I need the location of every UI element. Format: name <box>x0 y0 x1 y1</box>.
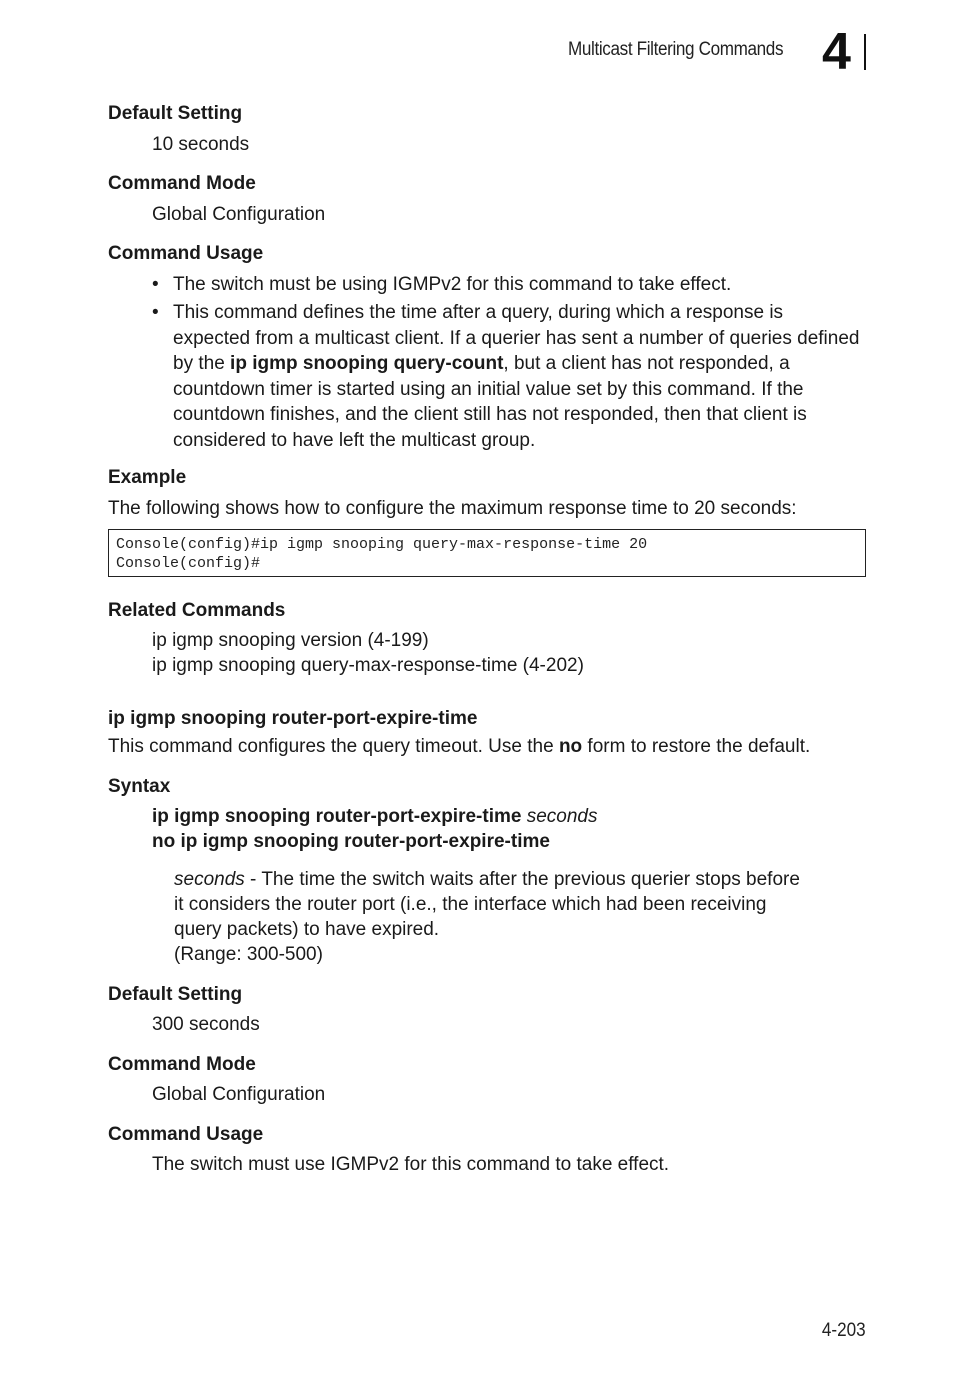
chapter-number: 4 <box>822 23 851 81</box>
command-usage-heading: Command Usage <box>108 243 264 264</box>
code-example-box <box>108 529 866 577</box>
related-commands-heading: Related Commands <box>108 600 286 621</box>
related-command-item: ip igmp snooping query-max-response-time (4-202) <box>152 655 584 676</box>
command-usage-text: The switch must use IGMPv2 for this command to take effect. <box>152 1154 670 1175</box>
command-title: ip igmp snooping router-port-expire-time <box>108 708 478 729</box>
param-desc-line-3: query packets) to have expired. <box>174 919 440 940</box>
syntax-line-2: no ip igmp snooping router-port-expire-time <box>152 831 550 852</box>
code-line: Console(config)#ip igmp snooping query-max-response-time 20 <box>116 536 648 553</box>
syntax-command: ip igmp snooping router-port-expire-time <box>152 806 522 827</box>
command-usage-heading: Command Usage <box>108 1124 264 1145</box>
code-line: Console(config)# <box>116 555 261 572</box>
usage-bullet-1: The switch must be using IGMPv2 for this command to take effect. <box>173 274 732 295</box>
default-setting-value: 300 seconds <box>152 1014 260 1035</box>
related-command-item: ip igmp snooping version (4-199) <box>152 630 429 651</box>
syntax-heading: Syntax <box>108 776 171 797</box>
command-description-no: no <box>558 736 583 757</box>
command-description-after: form to restore the default. <box>582 736 811 757</box>
usage-bullet-2 <box>173 300 863 453</box>
running-header-title: Multicast Filtering Commands <box>568 39 784 60</box>
command-description <box>108 734 810 759</box>
bullet-marker: • <box>152 274 159 295</box>
param-desc-line-1 <box>174 867 800 892</box>
syntax-parameter: seconds <box>526 806 598 827</box>
command-mode-heading: Command Mode <box>108 173 256 194</box>
default-setting-heading: Default Setting <box>108 103 243 124</box>
param-desc-text: - The time the switch waits after the previous querier stops before <box>244 869 800 890</box>
default-setting-heading: Default Setting <box>108 984 243 1005</box>
command-mode-value: Global Configuration <box>152 204 326 225</box>
default-setting-value: 10 seconds <box>152 134 250 155</box>
command-description-before: This command configures the query timeout. Use the <box>108 736 559 757</box>
param-range: (Range: 300-500) <box>174 944 323 965</box>
usage-bullet-2-after: , but a client has not responded, a countdown timer is started using an initial value set by this command. If the countdown finishes, and the client still has not responded, then that client is considered to have left the multicast group. <box>173 353 807 451</box>
example-intro: The following shows how to configure the maximum response time to 20 seconds: <box>108 498 797 519</box>
syntax-line-1 <box>152 804 598 829</box>
bullet-marker: • <box>152 302 159 323</box>
command-mode-value: Global Configuration <box>152 1084 326 1105</box>
page-number: 4-203 <box>822 1320 866 1341</box>
param-desc-line-2: it considers the router port (i.e., the interface which had been receiving <box>174 894 767 915</box>
param-name: seconds <box>174 869 245 890</box>
chapter-rule <box>864 34 866 70</box>
example-heading: Example <box>108 467 187 488</box>
usage-bullet-2-command: ip igmp snooping query-count <box>230 353 504 374</box>
usage-bullet-2-before: This command defines the time after a query, during which a response is expected from a multicast client. If a querier has sent a number of queries defined by the <box>173 302 860 374</box>
command-mode-heading: Command Mode <box>108 1054 256 1075</box>
